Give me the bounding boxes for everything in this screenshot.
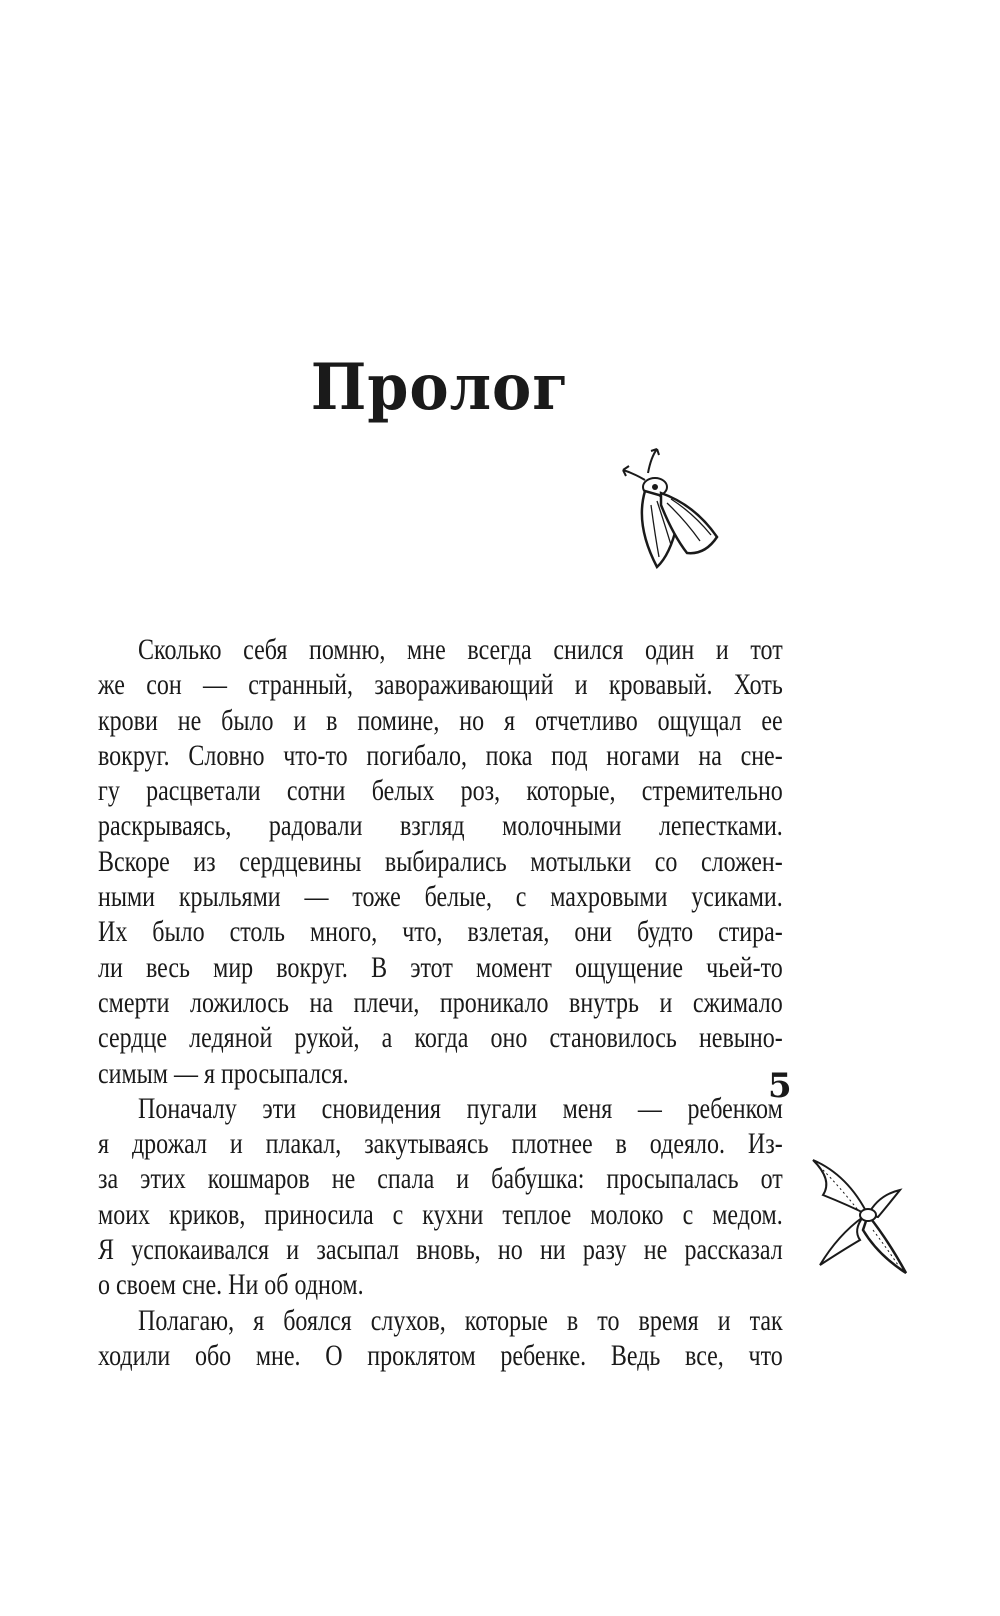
word: роз, bbox=[460, 774, 501, 808]
text-line bbox=[98, 1232, 783, 1267]
word: обо bbox=[194, 1338, 232, 1372]
word: мир bbox=[213, 950, 254, 984]
word: с bbox=[392, 1197, 404, 1231]
text-line bbox=[98, 914, 783, 949]
word: не bbox=[331, 1162, 356, 1196]
word: ребенке. bbox=[500, 1338, 587, 1372]
text-line bbox=[98, 1267, 783, 1302]
text-line bbox=[98, 1197, 783, 1232]
word: время bbox=[638, 1303, 699, 1337]
word: Я bbox=[98, 1233, 115, 1267]
word: усиками. bbox=[691, 880, 783, 914]
word: закутываясь bbox=[364, 1127, 489, 1161]
word: тот bbox=[750, 633, 783, 666]
word: плечи, bbox=[353, 985, 420, 1019]
word: чьей-то bbox=[706, 950, 783, 984]
word: ни bbox=[539, 1233, 566, 1267]
word: проникало bbox=[439, 985, 549, 1019]
word: в bbox=[326, 703, 338, 737]
word: кухни bbox=[422, 1197, 484, 1231]
word: и bbox=[293, 703, 307, 737]
text-line bbox=[98, 1161, 783, 1196]
word: и bbox=[456, 1162, 470, 1196]
text-line bbox=[98, 950, 783, 985]
text-line bbox=[98, 985, 783, 1020]
word: расцветали bbox=[146, 774, 261, 808]
word: Сколько bbox=[138, 633, 222, 666]
word: ногами bbox=[606, 738, 680, 772]
word: за bbox=[98, 1162, 119, 1196]
word: ложилось bbox=[190, 985, 290, 1019]
word: Их bbox=[98, 915, 128, 949]
word: помине, bbox=[357, 703, 440, 737]
word: взлетая, bbox=[467, 915, 550, 949]
word: сон bbox=[146, 668, 182, 702]
word: которые, bbox=[526, 774, 616, 808]
word: этих bbox=[140, 1162, 186, 1196]
word: странный, bbox=[248, 668, 354, 702]
word: сне. bbox=[181, 1268, 229, 1302]
moth-illustration-icon bbox=[615, 445, 725, 575]
text-line bbox=[98, 1338, 783, 1373]
word: то bbox=[597, 1303, 620, 1337]
text-line bbox=[98, 1303, 783, 1338]
word: вокруг. bbox=[98, 738, 170, 772]
word: Ведь bbox=[610, 1338, 661, 1372]
word: все, bbox=[685, 1338, 724, 1372]
word: — bbox=[174, 1056, 204, 1090]
word: боялся bbox=[283, 1303, 352, 1337]
word: один bbox=[645, 633, 695, 666]
text-line bbox=[98, 1091, 783, 1126]
word: спала bbox=[377, 1162, 435, 1196]
word: ее bbox=[761, 703, 783, 737]
word: из bbox=[193, 844, 216, 878]
word: раскрываясь, bbox=[98, 809, 232, 843]
word: же bbox=[98, 668, 125, 702]
word: симым bbox=[98, 1056, 174, 1090]
word: махровыми bbox=[550, 880, 668, 914]
word: на bbox=[698, 738, 722, 772]
word: сердце bbox=[98, 1021, 167, 1055]
word: я bbox=[253, 1303, 265, 1337]
word: об bbox=[264, 1268, 295, 1302]
word: крыльями bbox=[178, 880, 281, 914]
word: что, bbox=[402, 915, 443, 949]
text-line bbox=[98, 1056, 783, 1091]
word: медом. bbox=[712, 1197, 783, 1231]
word: было bbox=[221, 703, 274, 737]
word: и bbox=[659, 985, 673, 1019]
word: момент bbox=[475, 950, 552, 984]
word: этот bbox=[410, 950, 453, 984]
word: кошмаров bbox=[207, 1162, 310, 1196]
word: вновь, bbox=[416, 1233, 481, 1267]
word: разу bbox=[582, 1233, 627, 1267]
word: проклятом bbox=[367, 1338, 476, 1372]
word: радовали bbox=[268, 809, 363, 843]
word: эти bbox=[262, 1091, 297, 1125]
word: в bbox=[615, 1127, 627, 1161]
text-line bbox=[98, 879, 783, 914]
word: в bbox=[566, 1303, 579, 1337]
word: просыпался. bbox=[221, 1056, 349, 1090]
word: ходили bbox=[98, 1338, 171, 1372]
word: сложен- bbox=[700, 844, 783, 878]
word: всегда bbox=[467, 633, 532, 666]
word: рассказал bbox=[684, 1233, 783, 1267]
word: сновидения bbox=[321, 1091, 441, 1125]
word: не bbox=[177, 703, 202, 737]
text-line bbox=[98, 667, 783, 702]
word: пугали bbox=[466, 1091, 537, 1125]
word: но bbox=[497, 1233, 523, 1267]
word: весь bbox=[145, 950, 190, 984]
word: ледяной bbox=[189, 1021, 273, 1055]
word: столь bbox=[229, 915, 286, 949]
word: ощущение bbox=[575, 950, 683, 984]
word: Полагаю, bbox=[138, 1303, 235, 1337]
word: когда bbox=[414, 1021, 469, 1055]
word: тоже bbox=[352, 880, 401, 914]
word: отчетливо bbox=[534, 703, 638, 737]
word: снился bbox=[553, 633, 624, 666]
word: мне. bbox=[255, 1338, 301, 1372]
word: одном. bbox=[294, 1268, 364, 1302]
word: сжимало bbox=[692, 985, 783, 1019]
word: рукой, bbox=[294, 1021, 360, 1055]
word: — bbox=[203, 668, 227, 702]
word: белых bbox=[371, 774, 435, 808]
word: стира- bbox=[718, 915, 783, 949]
word: внутрь bbox=[569, 985, 639, 1019]
word: сотни bbox=[286, 774, 346, 808]
text-line bbox=[98, 1020, 783, 1055]
word: — bbox=[304, 880, 329, 914]
word: лепестками. bbox=[658, 809, 783, 843]
word: и bbox=[715, 633, 729, 666]
word: О bbox=[325, 1338, 343, 1372]
word: В bbox=[371, 950, 388, 984]
word: пока bbox=[485, 738, 533, 772]
flower-illustration-icon bbox=[808, 1155, 908, 1275]
word: Из- bbox=[747, 1127, 783, 1161]
word: криков, bbox=[169, 1197, 246, 1231]
word: Словно bbox=[188, 738, 265, 772]
word: Вскоре bbox=[98, 844, 170, 878]
word: смерти bbox=[98, 985, 170, 1019]
word: плакал, bbox=[265, 1127, 342, 1161]
word: одеяло. bbox=[649, 1127, 725, 1161]
word: с bbox=[682, 1197, 694, 1231]
word: мне bbox=[407, 633, 446, 666]
word: много, bbox=[309, 915, 378, 949]
word: приносила bbox=[264, 1197, 374, 1231]
word: что-то bbox=[283, 738, 348, 772]
word: они bbox=[574, 915, 613, 949]
text-line bbox=[98, 773, 783, 808]
word: ребенком bbox=[687, 1091, 783, 1125]
word: Поначалу bbox=[138, 1091, 237, 1125]
text-line bbox=[98, 808, 783, 843]
word: ощущал bbox=[657, 703, 742, 737]
word: так bbox=[749, 1303, 783, 1337]
word: просыпалась bbox=[606, 1162, 739, 1196]
word: кровавый. bbox=[608, 668, 713, 702]
word: и bbox=[229, 1127, 243, 1161]
word: молочными bbox=[502, 809, 622, 843]
word: было bbox=[152, 915, 205, 949]
word: на bbox=[309, 985, 334, 1019]
word: я bbox=[204, 1056, 222, 1090]
word: слухов, bbox=[370, 1303, 446, 1337]
word: белые, bbox=[424, 880, 492, 914]
text-line bbox=[98, 632, 783, 667]
word: плотнее bbox=[511, 1127, 593, 1161]
word: теплое bbox=[502, 1197, 572, 1231]
word: помню, bbox=[309, 633, 386, 666]
word: но bbox=[459, 703, 485, 737]
word: гу bbox=[98, 774, 120, 808]
word: под bbox=[551, 738, 588, 772]
word: Ни bbox=[228, 1268, 265, 1302]
word: становилось bbox=[549, 1021, 677, 1055]
word: невыно- bbox=[698, 1021, 783, 1055]
word: и bbox=[574, 668, 588, 702]
word: взгляд bbox=[399, 809, 465, 843]
word: бабушка: bbox=[491, 1162, 585, 1196]
word: выбирались bbox=[384, 844, 507, 878]
word: дрожал bbox=[131, 1127, 207, 1161]
word: что bbox=[748, 1338, 783, 1372]
word: себя bbox=[243, 633, 288, 666]
page-number: 5 bbox=[768, 1066, 792, 1106]
word: успокаивался bbox=[131, 1233, 270, 1267]
word: которые bbox=[464, 1303, 548, 1337]
word: моих bbox=[98, 1197, 151, 1231]
word: оно bbox=[490, 1021, 528, 1055]
word: сне- bbox=[740, 738, 783, 772]
word: не bbox=[643, 1233, 668, 1267]
word: я bbox=[504, 703, 516, 737]
word: засыпал bbox=[316, 1233, 399, 1267]
word: ными bbox=[98, 880, 155, 914]
word: — bbox=[637, 1091, 662, 1125]
word: будто bbox=[636, 915, 694, 949]
chapter-title: Пролог bbox=[310, 350, 570, 425]
word: и bbox=[286, 1233, 300, 1267]
word: о bbox=[98, 1268, 116, 1302]
word: завораживающий bbox=[374, 668, 554, 702]
word: от bbox=[760, 1162, 783, 1196]
word: своем bbox=[116, 1268, 182, 1302]
word: с bbox=[515, 880, 527, 914]
word: а bbox=[381, 1021, 393, 1055]
word: со bbox=[654, 844, 678, 878]
word: ли bbox=[98, 950, 123, 984]
word: мотыльки bbox=[530, 844, 632, 878]
word: и bbox=[717, 1303, 731, 1337]
word: стремительно bbox=[641, 774, 783, 808]
word: меня bbox=[562, 1091, 613, 1125]
word: я bbox=[98, 1127, 110, 1161]
word: сердцевины bbox=[239, 844, 362, 878]
text-line bbox=[98, 738, 783, 773]
word: молоко bbox=[590, 1197, 664, 1231]
word: крови bbox=[98, 703, 158, 737]
body-text bbox=[98, 632, 783, 1373]
word: вокруг. bbox=[276, 950, 348, 984]
word: погибало, bbox=[366, 738, 467, 772]
word: Хоть bbox=[733, 668, 783, 702]
text-line bbox=[98, 703, 783, 738]
text-line bbox=[98, 844, 783, 879]
text-line bbox=[98, 1126, 783, 1161]
